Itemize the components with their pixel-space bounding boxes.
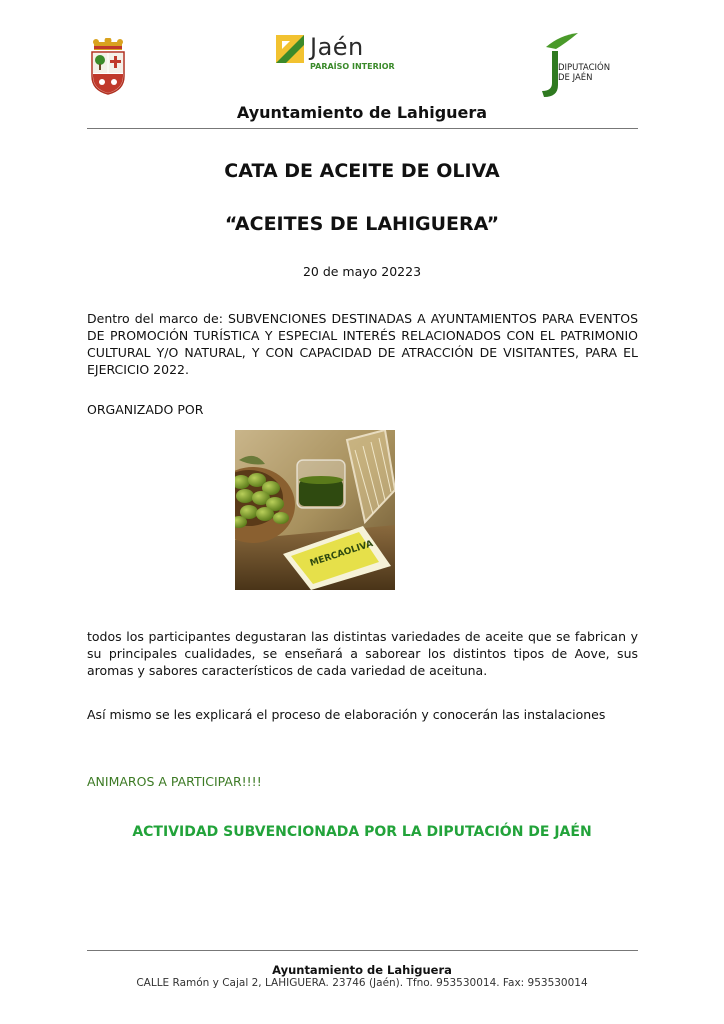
diputacion-logo-line1: DIPUTACIÓN [558,63,611,73]
diputacion-logo-text [558,63,610,83]
participants-paragraph: todos los participantes degustaran las distintas variedades de aceite que se fabrican y su principales cualidades, se enseñará a saborear los distintos tipos de Aove, sus aromas y sabores característicos de cada variedad de aceituna. [87,629,638,678]
olive-oil-tasting-photo [235,430,395,590]
photo-brand-label: MERCAOLIVA [308,539,375,569]
event-title: CATA DE ACEITE DE OLIVA [224,160,500,182]
event-date: 20 de mayo 20223 [302,264,422,279]
footer-address: CALLE Ramón y Cajal 2, LAHIGUERA. 23746 (Jaén). Tfno. 953530014. Fax: 953530014 [136,977,588,989]
subsidy-notice: ACTIVIDAD SUBVENCIONADA POR LA DIPUTACIÓN DE JAÉN [132,824,592,840]
coat-of-arms-icon [88,38,128,96]
jaen-emblem-icon [276,35,304,63]
intro-paragraph: Dentro del marco de: SUBVENCIONES DESTINADAS A AYUNTAMIENTOS PARA EVENTOS DE PROMOCIÓN TURÍSTICA Y ESPECIAL INTERÉS RELACIONADOS CON EL PATRIMONIO CULTURAL Y/O NATURAL, Y CON CAPACIDAD DE ATRACCIÓN DE VISITANTES, PARA EL EJERCICIO 2022. [87,311,638,377]
call-to-action-text: ANIMAROS A PARTICIPAR!!!! [87,774,262,789]
jaen-logo-subtitle: PARAÍSO INTERIOR [310,62,395,71]
process-paragraph: Así mismo se les explicará el proceso de elaboración y conocerán las instalaciones [87,707,606,722]
jaen-logo-title: Jaén [310,33,364,61]
footer-title: Ayuntamiento de Lahiguera [272,963,452,977]
header-divider [87,128,638,129]
event-subtitle: “ACEITES DE LAHIGUERA” [224,213,500,235]
diputacion-jaen-logo [538,33,622,99]
diputacion-logo-line2: DE JAÉN [558,73,593,83]
footer-divider [87,950,638,951]
coat-of-arms-logo [88,38,128,96]
organized-by-label: ORGANIZADO POR [87,402,204,417]
jaen-paraiso-interior-logo [276,33,394,73]
olive-oil-photo-illustration [235,430,395,590]
header-title: Ayuntamiento de Lahiguera [236,103,488,122]
